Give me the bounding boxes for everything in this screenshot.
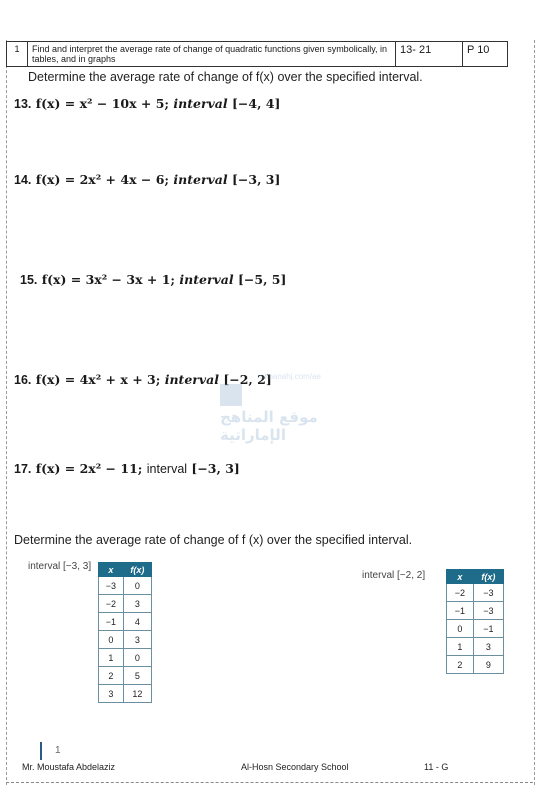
table1-interval-label: interval [−3, 3] [28,561,92,572]
header-table [6,41,508,67]
watermark [220,372,340,444]
table-row: −1 −3 [447,602,504,620]
bottom-border [6,782,533,783]
table-row: 1 3 [447,638,504,656]
pages-range: 13- 21 [396,42,463,67]
lesson-objective: Find and interpret the average rate of change of quadratic functions given symbolically, in tables, and in graphs [28,42,396,67]
footer-accent-bar [40,742,42,760]
watermark-url: almanahj.com/ae [260,372,321,381]
page-reference: P 10 [463,42,508,67]
table2 [446,569,504,674]
problem-14: 14. f(x) = 2x² + 4x − 6; interval [−3, 3] [14,172,281,187]
table-row: 2 9 [447,656,504,674]
watermark-arabic: موقع المناهج الإماراتية [220,408,318,444]
section1-instruction: Determine the average rate of change of f(x) over the specified interval. [28,70,423,84]
lesson-number: 1 [7,42,28,67]
table-row: 0 −1 [447,620,504,638]
table1-header-x: x [99,563,124,577]
problem-15: 15. f(x) = 3x² − 3x + 1; interval [−5, 5] [20,272,287,287]
table-row: 1 0 [99,649,152,667]
table-row: −3 0 [99,577,152,595]
table-row: 0 3 [99,631,152,649]
table2-interval-label: interval [−2, 2] [362,570,426,581]
footer-school: Al-Hosn Secondary School [241,762,349,772]
footer-teacher: Mr. Moustafa Abdelaziz [22,762,116,772]
problem-13: 13. f(x) = x² − 10x + 5; interval [−4, 4] [14,96,281,111]
table2-header-x: x [447,570,474,584]
watermark-logo [220,384,242,406]
table1-header-fx: f(x) [123,563,151,577]
footer-grade: 11 - G [424,762,449,772]
problem-16: 16. f(x) = 4x² + x + 3; interval [−2, 2] [14,372,272,387]
table-row: −1 4 [99,613,152,631]
page-number: 1 [55,745,61,756]
table-row: 3 12 [99,685,152,703]
section2-instruction: Determine the average rate of change of f (x) over the specified interval. [14,533,413,547]
table-row: 2 5 [99,667,152,685]
table-row: −2 −3 [447,584,504,602]
table1 [98,562,152,703]
table2-header-fx: f(x) [473,570,503,584]
table-row: −2 3 [99,595,152,613]
problem-17: 17. f(x) = 2x² − 11; interval [−3, 3] [14,461,240,476]
